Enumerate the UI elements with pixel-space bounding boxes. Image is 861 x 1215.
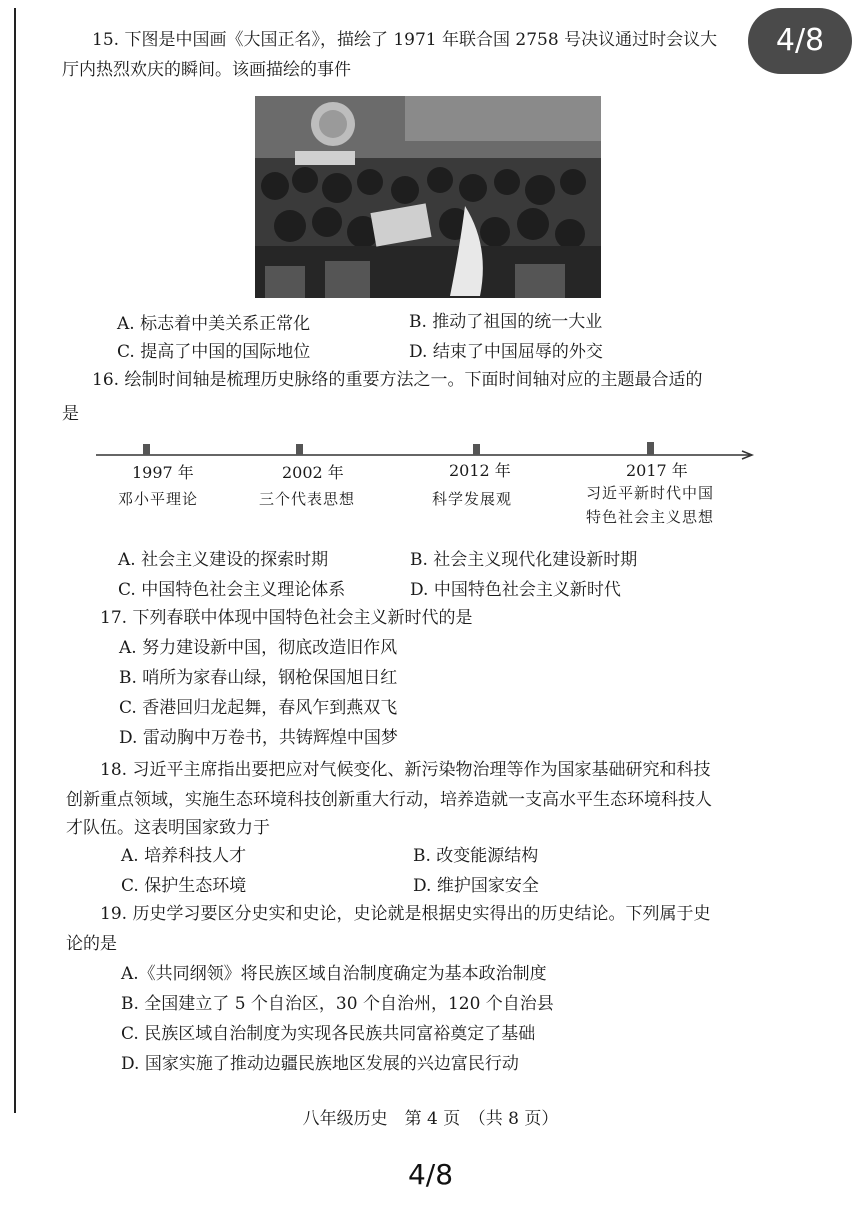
q19-option-a[interactable]: A.《共同纲领》将民族区域自治制度确定为基本政治制度: [121, 964, 547, 984]
q15-option-c[interactable]: C. 提高了中国的国际地位: [117, 342, 311, 362]
q19-stem-line1: 19. 历史学习要区分史实和史论，史论就是根据史实得出的历史结论。下列属于史: [100, 904, 711, 924]
q15-option-a[interactable]: A. 标志着中美关系正常化: [117, 314, 311, 334]
q19-option-c[interactable]: C. 民族区域自治制度为实现各民族共同富裕奠定了基础: [121, 1024, 536, 1044]
q17-option-c[interactable]: C. 香港回归龙起舞，春风乍到燕双飞: [119, 698, 398, 718]
q18-option-c[interactable]: C. 保护生态环境: [121, 876, 247, 896]
timeline-marker-1997: [143, 444, 150, 455]
timeline-label-2017-line2: 特色社会主义思想: [586, 508, 715, 526]
timeline-year-1997: 1997 年: [132, 463, 194, 482]
q15-stem-line1: 15. 下图是中国画《大国正名》，描绘了 1971 年联合国 2758 号决议通过时会议大: [92, 30, 718, 50]
q19-option-b[interactable]: B. 全国建立了 5 个自治区，30 个自治州，120 个自治县: [121, 994, 554, 1014]
q18-option-b[interactable]: B. 改变能源结构: [413, 846, 539, 866]
q15-option-b[interactable]: B. 推动了祖国的统一大业: [409, 312, 603, 332]
q16-option-d[interactable]: D. 中国特色社会主义新时代: [410, 580, 621, 600]
painting-illustration: [255, 96, 601, 298]
q15-stem-line2: 厅内热烈欢庆的瞬间。该画描绘的事件: [62, 60, 351, 80]
binding-margin-line: [14, 8, 16, 1113]
q16-option-b[interactable]: B. 社会主义现代化建设新时期: [410, 550, 638, 570]
q16-stem-line1: 16. 绘制时间轴是梳理历史脉络的重要方法之一。下面时间轴对应的主题最合适的: [92, 370, 703, 390]
timeline-label-2017-line1: 习近平新时代中国: [586, 484, 715, 502]
timeline-year-2002: 2002 年: [282, 463, 344, 482]
q16-option-c[interactable]: C. 中国特色社会主义理论体系: [118, 580, 346, 600]
page-number: 4/8: [407, 1158, 454, 1191]
timeline-label-2012: 科学发展观: [432, 490, 513, 508]
page-indicator-badge[interactable]: 4/8: [748, 8, 852, 74]
timeline-marker-2012: [473, 444, 480, 455]
timeline-label-2002: 三个代表思想: [259, 490, 356, 508]
timeline-year-2012: 2012 年: [449, 461, 511, 480]
q18-stem-line3: 才队伍。这表明国家致力于: [66, 818, 270, 838]
q19-option-d[interactable]: D. 国家实施了推动边疆民族地区发展的兴边富民行动: [121, 1054, 519, 1074]
page-footer: 八年级历史 第 4 页 （共 8 页）: [302, 1109, 559, 1129]
q17-stem: 17. 下列春联中体现中国特色社会主义新时代的是: [100, 608, 473, 628]
timeline-year-2017: 2017 年: [626, 461, 688, 480]
q18-stem-line2: 创新重点领域，实施生态环境科技创新重大行动，培养造就一支高水平生态环境科技人: [66, 790, 712, 810]
q17-option-b[interactable]: B. 哨所为家春山绿，钢枪保国旭日红: [119, 668, 398, 688]
q17-option-d[interactable]: D. 雷动胸中万卷书，共铸辉煌中国梦: [119, 728, 398, 748]
timeline-marker-2002: [296, 444, 303, 455]
timeline-marker-2017: [647, 442, 654, 455]
painting-image: [255, 96, 601, 298]
q18-option-a[interactable]: A. 培养科技人才: [121, 846, 247, 866]
q19-stem-line2: 论的是: [66, 934, 117, 954]
timeline-label-1997: 邓小平理论: [118, 490, 199, 508]
q16-stem-line2: 是: [62, 404, 79, 424]
q18-option-d[interactable]: D. 维护国家安全: [413, 876, 539, 896]
q17-option-a[interactable]: A. 努力建设新中国，彻底改造旧作风: [119, 638, 398, 658]
q15-option-d[interactable]: D. 结束了中国屈辱的外交: [409, 342, 603, 362]
q18-stem-line1: 18. 习近平主席指出要把应对气候变化、新污染物治理等作为国家基础研究和科技: [100, 760, 711, 780]
q16-option-a[interactable]: A. 社会主义建设的探索时期: [118, 550, 329, 570]
